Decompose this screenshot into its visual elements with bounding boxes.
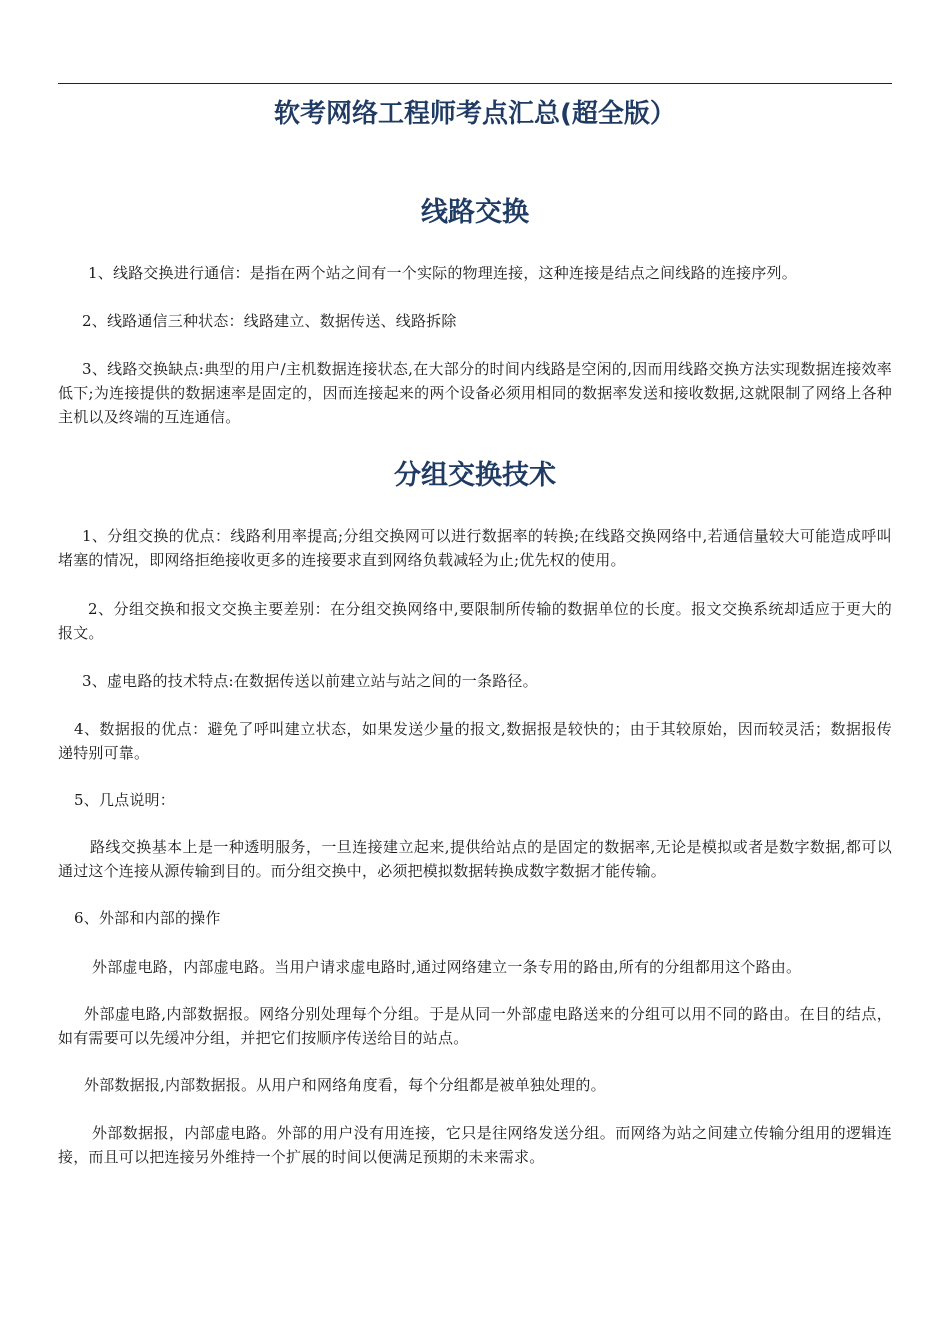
- paragraph: 1、线路交换进行通信：是指在两个站之间有一个实际的物理连接，这种连接是结点之间线路的连接序列。: [88, 264, 797, 282]
- paragraph: 路线交换基本上是一种透明服务，一旦连接建立起来,提供给站点的是固定的数据率,无论是模拟或者是数字数据,都可以通过这个连接从源传输到目的。而分组交换中，必须把模拟数据转换成数字数据才能传输。: [58, 838, 892, 880]
- section-heading-circuit-switching: 线路交换: [421, 197, 529, 228]
- document-title: 软考网络工程师考点汇总(超全版）: [274, 99, 676, 129]
- paragraph: 2、分组交换和报文交换主要差别：在分组交换网络中,要限制所传输的数据单位的长度。报文交换系统却适应于更大的报文。: [58, 600, 892, 642]
- paragraph: 外部数据报,内部数据报。从用户和网络角度看，每个分组都是被单独处理的。: [84, 1076, 606, 1094]
- section-heading-packet-switching: 分组交换技术: [394, 460, 556, 491]
- paragraph: 2、线路通信三种状态：线路建立、数据传送、线路拆除: [82, 312, 457, 330]
- paragraph: 3、线路交换缺点:典型的用户/主机数据连接状态,在大部分的时间内线路是空闲的,因而用线路交换方法实现数据连接效率低下;为连接提供的数据速率是固定的，因而连接起来的两个设备必须用相同的数据率发送和接收数据,这就限制了网络上各种主机以及终端的互连通信。: [58, 360, 892, 426]
- paragraph: 1、分组交换的优点：线路利用率提高;分组交换网可以进行数据率的转换;在线路交换网络中,若通信量较大可能造成呼叫堵塞的情况，即网络拒绝接收更多的连接要求直到网络负载减轻为止;优先权的使用。: [58, 527, 892, 569]
- paragraph: 5、几点说明：: [74, 791, 175, 809]
- paragraph: 外部虚电路，内部虚电路。当用户请求虚电路时,通过网络建立一条专用的路由,所有的分组都用这个路由。: [92, 958, 802, 976]
- header-rule: [58, 83, 892, 84]
- paragraph: 4、数据报的优点：避免了呼叫建立状态，如果发送少量的报文,数据报是较快的；由于其较原始，因而较灵活；数据报传递特别可靠。: [58, 720, 892, 762]
- paragraph: 3、虚电路的技术特点:在数据传送以前建立站与站之间的一条路径。: [82, 672, 538, 690]
- paragraph: 外部虚电路,内部数据报。网络分别处理每个分组。于是从同一外部虚电路送来的分组可以用不同的路由。在目的结点，如有需要可以先缓冲分组，并把它们按顺序传送给目的站点。: [58, 1005, 892, 1047]
- paragraph: 外部数据报，内部虚电路。外部的用户没有用连接，它只是往网络发送分组。而网络为站之间建立传输分组用的逻辑连接，而且可以把连接另外维持一个扩展的时间以便满足预期的未来需求。: [58, 1124, 892, 1166]
- paragraph: 6、外部和内部的操作: [74, 909, 221, 927]
